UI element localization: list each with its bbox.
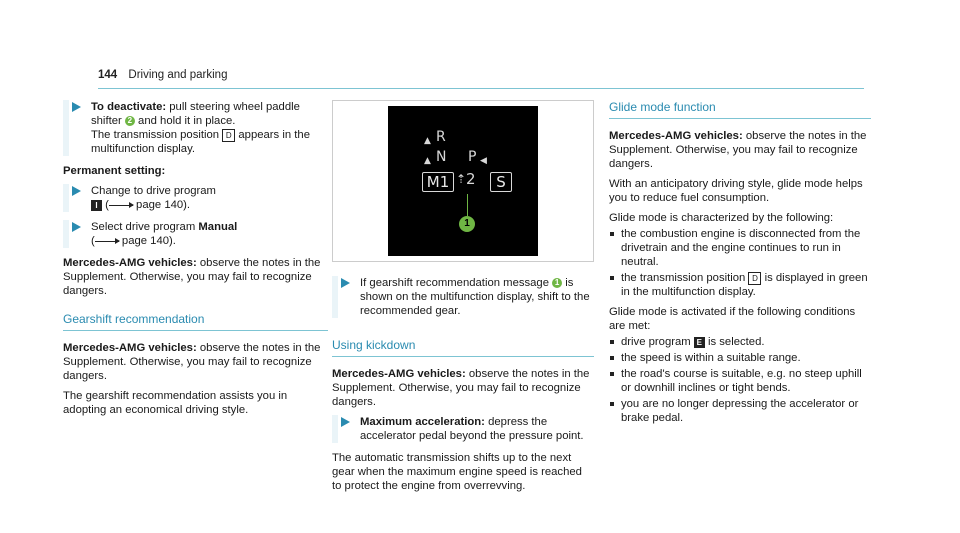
amg-text: observe the notes in the Supplement. Otherwise, you may fail to recognize dangers.	[609, 130, 867, 170]
page-number: 144	[98, 69, 118, 81]
amg-notice-2	[63, 341, 328, 383]
callout-line	[467, 194, 468, 216]
section-heading-glide: Glide mode function	[609, 100, 871, 119]
manual-label: Manual	[198, 221, 238, 233]
gear-m1-box: M1	[422, 172, 454, 192]
anticipatory-text: With an anticipatory driving style, glide mode helps you to reduce fuel consumption.	[609, 178, 863, 204]
list-item-text: the transmission position	[621, 272, 749, 284]
deactivate-text: pull steering wheel paddle shifter	[91, 101, 300, 127]
page-header	[98, 69, 227, 81]
permanent-setting-label: Permanent setting:	[63, 165, 166, 177]
amg-notice-4	[609, 129, 871, 171]
list-item	[609, 271, 871, 299]
list-item: the road's course is suitable, e.g. no steep uphill or downhill inclines or tight bends.	[609, 367, 871, 395]
chapter-title: Driving and parking	[128, 69, 228, 81]
column-2	[332, 100, 594, 499]
drive-program-e-symbol: E	[694, 337, 705, 348]
if-text: If gearshift recommendation message	[360, 277, 553, 289]
step-deactivate	[63, 100, 328, 156]
list-item-text-2: is displayed in green in the multifunction display.	[621, 272, 868, 298]
position-d-symbol: D	[222, 129, 235, 142]
step-arrow-icon	[72, 102, 81, 112]
multifunction-display	[388, 106, 538, 256]
step-change-program	[63, 184, 328, 212]
header-rule	[98, 88, 864, 89]
deactivate-text-3: The transmission position	[91, 129, 223, 141]
callout-badge-1-inline: 1	[552, 278, 562, 288]
automatic-transmission-text: The automatic transmission shifts up to the next gear when the maximum engine speed is reached to protect the engine from overrevving.	[332, 452, 582, 492]
deactivate-text-2: and hold it in place.	[134, 115, 236, 127]
up-arrow-icon: ▲	[424, 136, 431, 146]
section-heading-gearshift: Gearshift recommendation	[63, 312, 328, 331]
if-text-2: is shown on the multifunction display, shift to the recommended gear.	[360, 277, 590, 317]
step-arrow-icon	[72, 222, 81, 232]
amg-text: observe the notes in the Supplement. Otherwise, you may fail to recognize dangers.	[63, 257, 321, 297]
amg-label: Mercedes-AMG vehicles:	[63, 342, 197, 354]
recommended-gear: 2	[466, 170, 476, 188]
step-select-program	[63, 220, 328, 248]
section-heading-kickdown: Using kickdown	[332, 338, 594, 357]
callout-badge-2: 2	[125, 116, 135, 126]
amg-label: Mercedes-AMG vehicles:	[332, 368, 466, 380]
page-reference[interactable]: ( page 140).	[91, 235, 176, 247]
gearshift-description: The gearshift recommendation assists you in adopting an economical driving style.	[63, 390, 288, 416]
gear-r-label: R	[436, 129, 446, 145]
up-arrow-icon: ▲	[424, 156, 431, 166]
gear-n-label: N	[436, 149, 447, 165]
cond-text-2: is selected.	[704, 336, 765, 348]
list-item: you are no longer depressing the accelerator or brake pedal.	[609, 397, 871, 425]
deactivate-text-4: appears in the multifunction display.	[91, 129, 310, 155]
shift-up-icon: ⇡	[456, 172, 467, 186]
left-arrow-icon: ◀	[480, 156, 487, 166]
display-figure	[332, 100, 594, 262]
amg-text: observe the notes in the Supplement. Otherwise, you may fail to recognize dangers.	[332, 368, 590, 408]
characterized-text: Glide mode is characterized by the following:	[609, 212, 834, 224]
gear-s-box: S	[490, 172, 512, 192]
list-item: the combustion engine is disconnected from the drivetrain and the engine continues to run in neutral.	[609, 227, 871, 269]
amg-notice-3	[332, 367, 594, 409]
column-3	[609, 100, 871, 431]
reference-arrow-icon	[109, 205, 133, 206]
activated-text: Glide mode is activated if the following conditions are met:	[609, 306, 856, 332]
deactivate-label: To deactivate:	[91, 101, 167, 113]
list-item	[609, 335, 871, 349]
step-arrow-icon	[341, 417, 350, 427]
step-arrow-icon	[341, 278, 350, 288]
select-text: Select drive program	[91, 221, 199, 233]
amg-notice	[63, 256, 328, 298]
position-d-symbol: D	[748, 272, 761, 285]
max-acceleration-text: depress the accelerator pedal beyond the pressure point.	[360, 416, 584, 442]
amg-label: Mercedes-AMG vehicles:	[63, 257, 197, 269]
conditions-list	[609, 335, 871, 425]
amg-text: observe the notes in the Supplement. Otherwise, you may fail to recognize dangers.	[63, 342, 321, 382]
gear-p-label: P	[468, 149, 477, 165]
column-1	[63, 100, 328, 423]
drive-program-i-symbol: I	[91, 200, 102, 211]
characteristics-list	[609, 227, 871, 299]
page-reference-text: page 140).	[121, 235, 176, 247]
cond-text: drive program	[621, 336, 694, 348]
step-max-acceleration	[332, 415, 594, 443]
step-if-recommendation	[332, 276, 594, 318]
change-text: Change to drive program	[91, 185, 216, 197]
amg-label: Mercedes-AMG vehicles:	[609, 130, 743, 142]
page-reference-text: page 140).	[136, 199, 191, 211]
page-reference[interactable]: ( page 140).	[105, 199, 191, 211]
max-acceleration-label: Maximum acceleration:	[360, 416, 485, 428]
callout-badge-1: 1	[459, 216, 475, 232]
reference-arrow-icon	[95, 241, 119, 242]
list-item: the speed is within a suitable range.	[609, 351, 871, 365]
step-arrow-icon	[72, 186, 81, 196]
